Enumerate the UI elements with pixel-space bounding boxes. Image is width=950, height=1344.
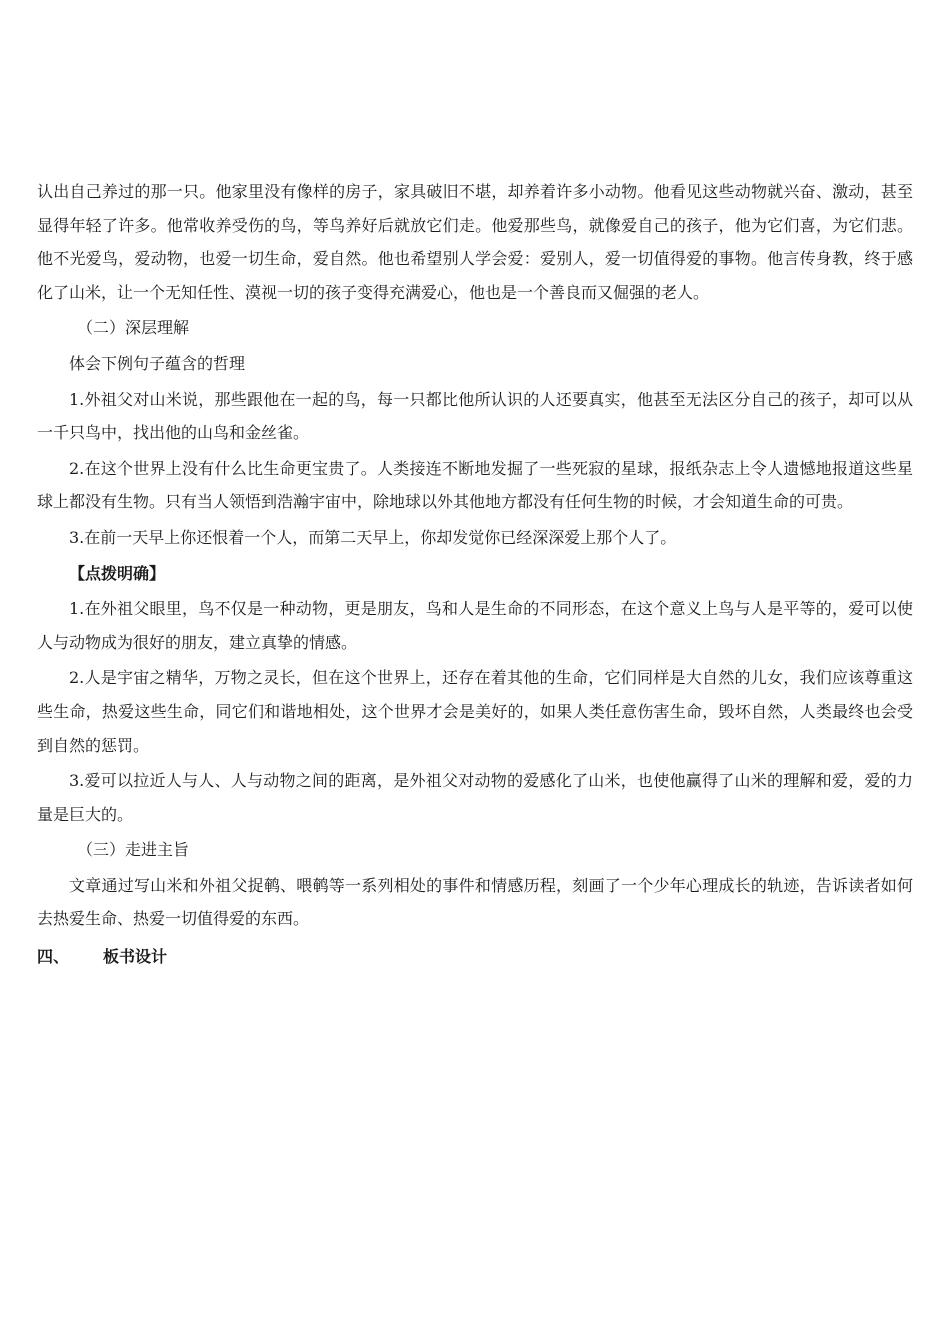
subheading-deep-understanding: （二）深层理解 [77,318,190,338]
answer-1: 1.在外祖父眼里，鸟不仅是一种动物，更是朋友，鸟和人是生命的不同形态，在这个意义上鸟与人是平等的，爱可以使人与动物成为很好的朋友，建立真挚的情感。 [37,599,913,652]
document-page [37,175,913,974]
answer-2: 2.人是宇宙之精华，万物之灵长，但在这个世界上，还存在着其他的生命，它们同样是大自然的儿女，我们应该尊重这些生命，热爱这些生命，同它们和谐地相处，这个世界才会是美好的，如果人类任意伤害生命，毁坏自然，人类最终也会受到自然的惩罚。 [37,668,913,755]
section-title: 板书设计 [103,947,168,967]
sentence-2: 2.在这个世界上没有什么比生命更宝贵了。人类接连不断地发掘了一些死寂的星球，报纸杂志上令人遗憾地报道这些星球上都没有生物。只有当人领悟到浩瀚宇宙中，除地球以外其他地方都没有任何生物的时候，才会知道生命的可贵。 [37,458,913,512]
answer-3: 3.爱可以拉近人与人、人与动物之间的距离，是外祖父对动物的爱感化了山米，也使他赢得了山米的理解和爱，爱的力量是巨大的。 [37,771,913,824]
instruction-text: 体会下例句子蕴含的哲理 [69,353,246,373]
sentence-1: 1.外祖父对山米说，那些跟他在一起的鸟，每一只都比他所认识的人还要真实，他甚至无法区分自己的孩子，却可以从一千只鸟中，找出他的山鸟和金丝雀。 [37,389,913,443]
subheading-theme: （三）走进主旨 [77,840,190,860]
intro-paragraph: 认出自己养过的那一只。他家里没有像样的房子，家具破旧不堪，却养着许多小动物。他看见这些动物就兴奋、激动，甚至显得年轻了许多。他常收养受伤的鸟，等鸟养好后就放它们走。他爱那些鸟，就像爱自己的孩子，他为它们喜，为它们悲。他不光爱鸟，爱动物，也爱一切生命，爱自然。他也希望别人学会爱：爱别人，爱一切值得爱的事物。他言传身教，终于感化了山米，让一个无知任性、漠视一切的孩子变得充满爱心，他也是一个善良而又倔强的老人。 [37,182,913,302]
section-number: 四、 [37,947,70,967]
section-four-heading [37,940,913,974]
theme-text: 文章通过写山米和外祖父捉鹌、喂鹌等一系列相处的事件和情感历程，刻画了一个少年心理成长的轨迹，告诉读者如何去热爱生命、热爱一切值得爱的东西。 [37,875,913,929]
sentence-3: 3.在前一天早上你还恨着一个人，而第二天早上，你却发觉你已经深深爱上那个人了。 [69,527,677,547]
subheading-guidance: 【点拨明确】 [69,563,166,583]
